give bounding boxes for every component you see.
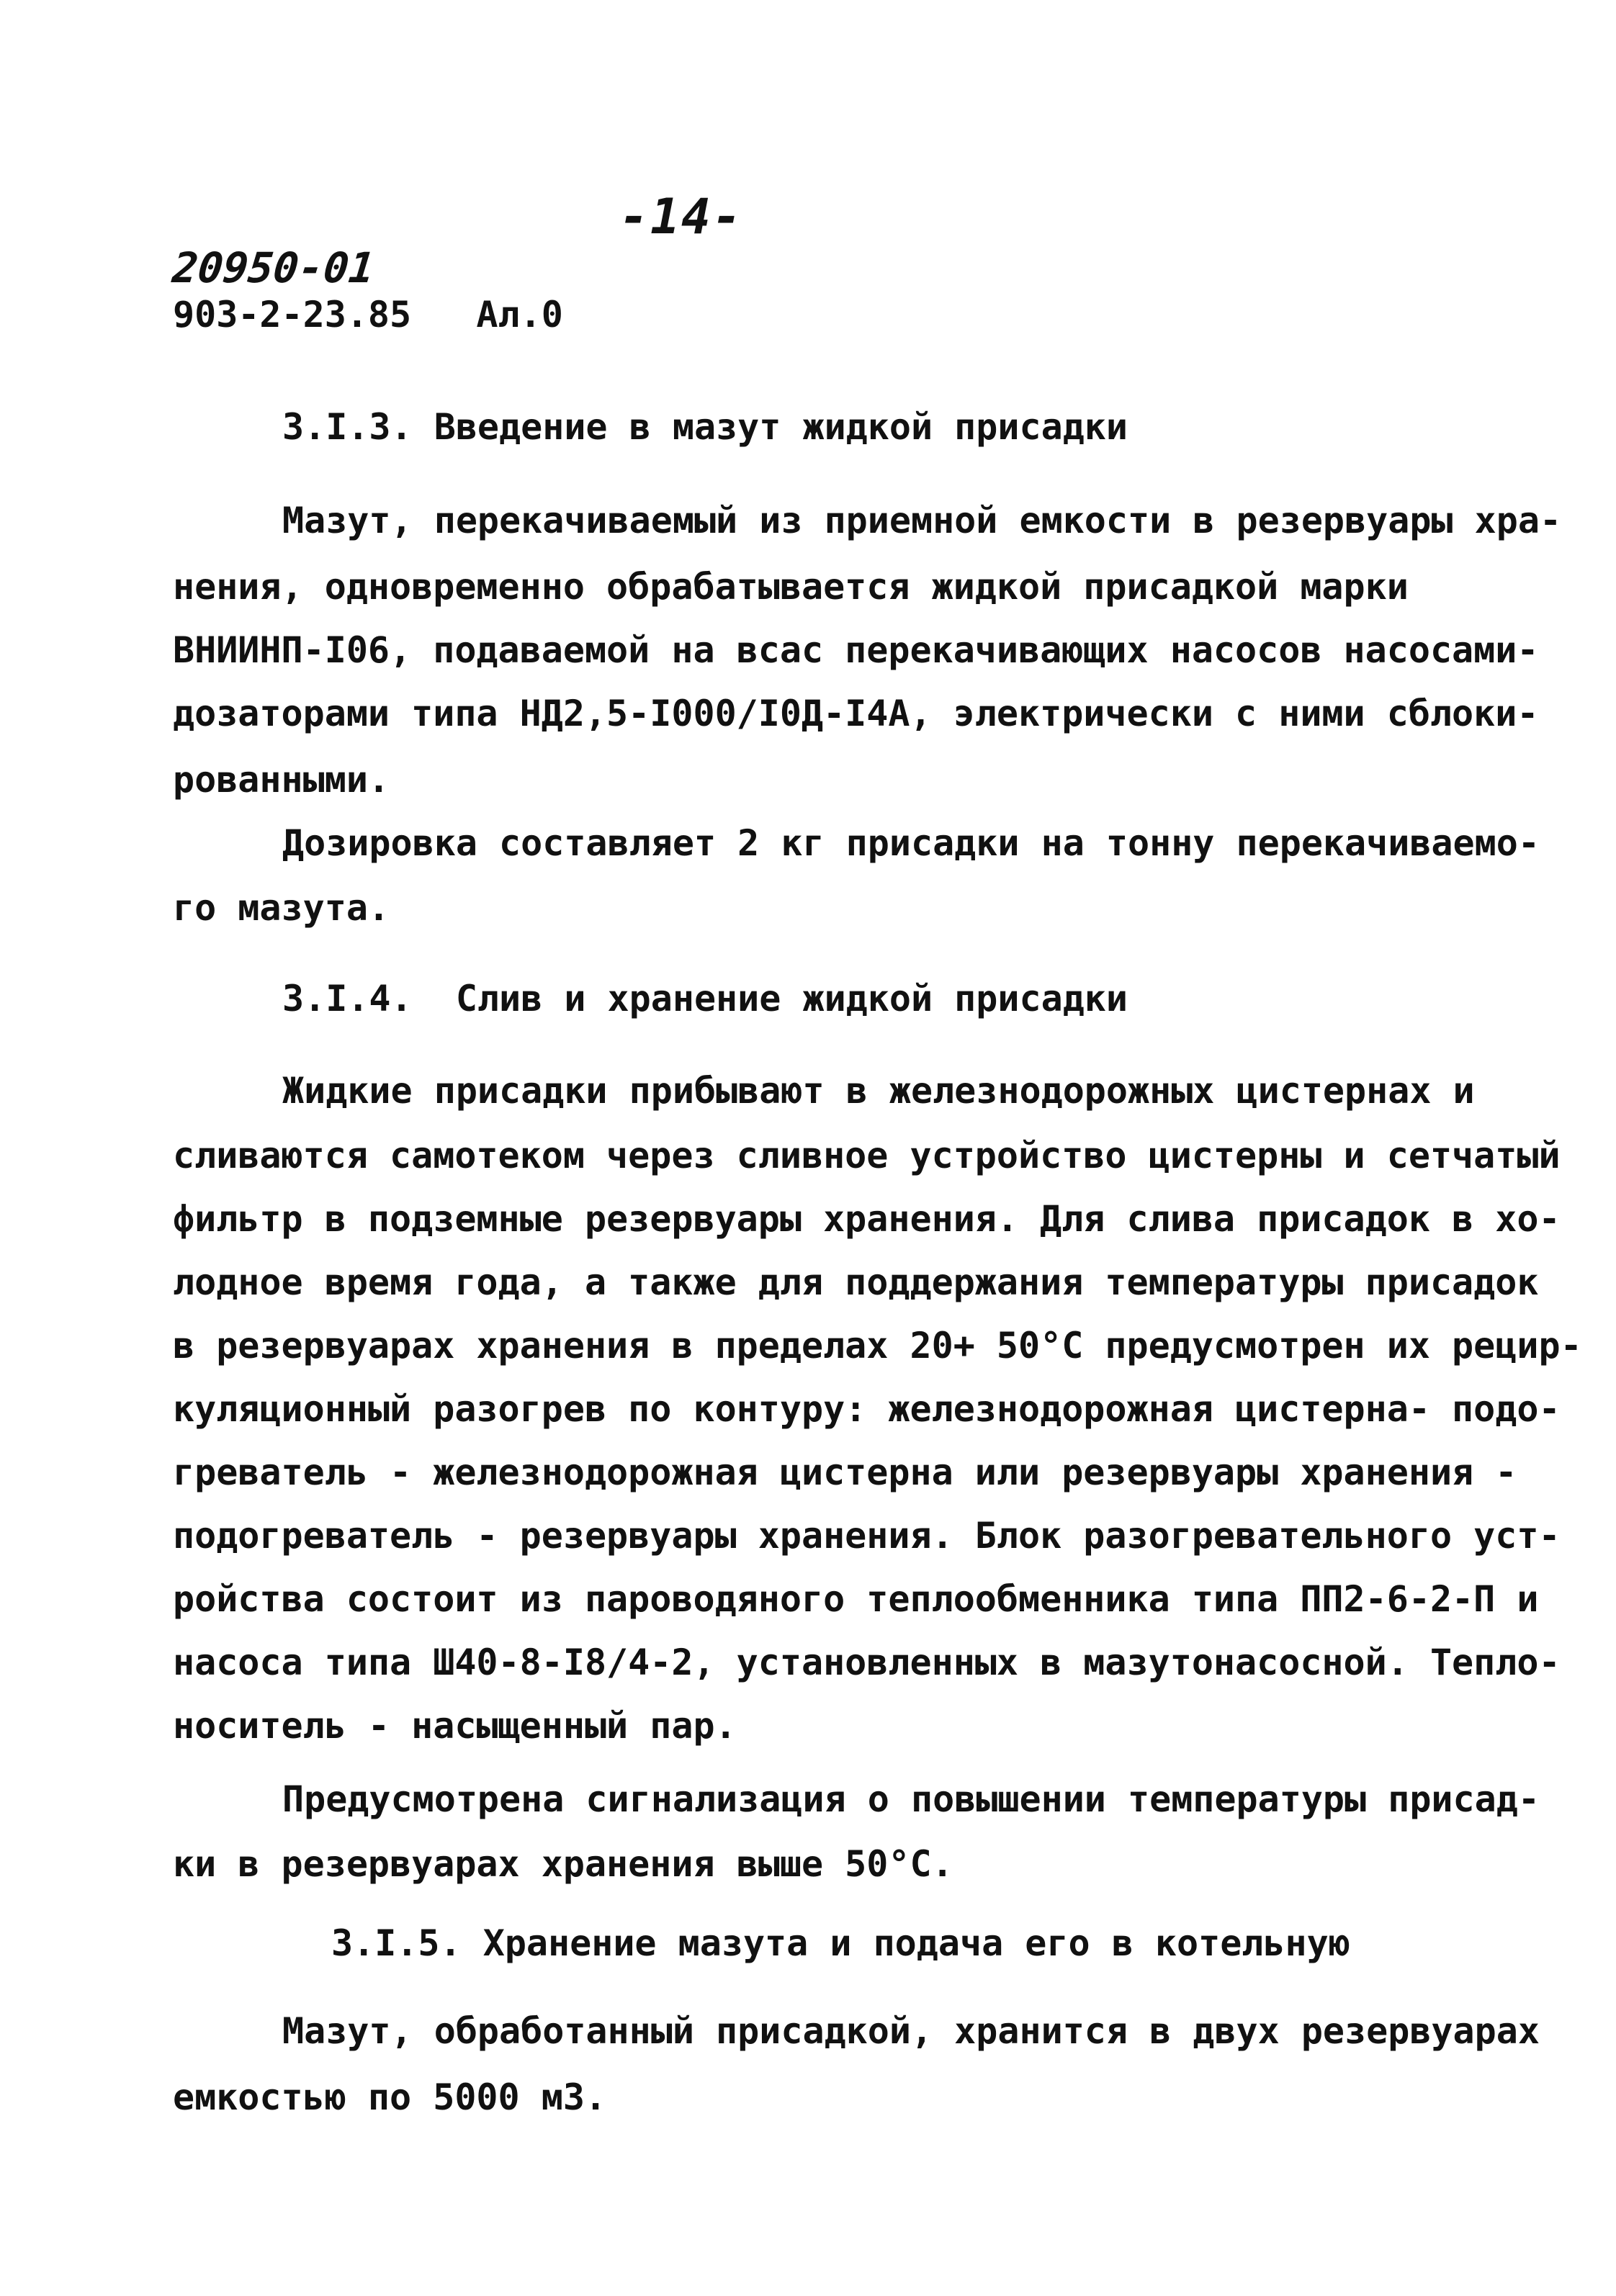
page-number: -14- bbox=[619, 189, 743, 246]
paragraph-line: Жидкие присадки прибывают в железнодорожных цистернах и bbox=[282, 1070, 1475, 1112]
paragraph-line: куляционный разогрев по контуру: железнодорожная цистерна- подо- bbox=[173, 1388, 1561, 1430]
paragraph-line: Мазут, перекачиваемый из приемной емкости в резервуары хра- bbox=[282, 500, 1562, 541]
paragraph-line: греватель - железнодорожная цистерна или резервуары хранения - bbox=[173, 1451, 1517, 1493]
paragraph-line: ВНИИНП-I06, подаваемой на всас перекачивающих насосов насосами- bbox=[173, 629, 1539, 671]
paragraph-line: Предусмотрена сигнализация о повышении температуры присад- bbox=[282, 1778, 1540, 1820]
paragraph-line: емкостью по 5000 м3. bbox=[173, 2076, 607, 2118]
paragraph-line: сливаются самотеком через сливное устройство цистерны и сетчатый bbox=[173, 1135, 1561, 1176]
paragraph-line: рованными. bbox=[173, 759, 390, 801]
paragraph-line: нения, одновременно обрабатывается жидкой присадкой марки bbox=[173, 566, 1409, 608]
paragraph-line: фильтр в подземные резервуары хранения. Для слива присадок в хо- bbox=[173, 1198, 1561, 1240]
paragraph-line: ки в резервуарах хранения выше 50°С. bbox=[173, 1843, 953, 1885]
paragraph-line: насоса типа Ш40-8-I8/4-2, установленных в мазутонасосной. Тепло- bbox=[173, 1642, 1561, 1683]
section-heading-315: 3.I.5. Хранение мазута и подача его в котельную bbox=[331, 1922, 1350, 1964]
document-code: 903-2-23.85 Ал.0 bbox=[173, 294, 563, 336]
paragraph-line: подогреватель - резервуары хранения. Блок разогревательного уст- bbox=[173, 1515, 1561, 1557]
paragraph-line: дозаторами типа НД2,5-I000/I0Д-I4А, электрически с ними сблоки- bbox=[173, 693, 1539, 734]
handwritten-document-code: 20950-01 bbox=[170, 243, 377, 292]
paragraph-line: в резервуарах хранения в пределах 20+ 50°С предусмотрен их рецир- bbox=[173, 1325, 1582, 1367]
section-heading-314: 3.I.4. Слив и хранение жидкой присадки bbox=[282, 978, 1128, 1019]
paragraph-line: лодное время года, а также для поддержания температуры присадок bbox=[173, 1261, 1539, 1303]
section-heading-313: 3.I.3. Введение в мазут жидкой присадки bbox=[282, 406, 1128, 448]
paragraph-line: ройства состоит из пароводяного теплообменника типа ПП2-6-2-П и bbox=[173, 1578, 1539, 1620]
paragraph-line: Мазут, обработанный присадкой, хранится в двух резервуарах bbox=[282, 2010, 1540, 2052]
paragraph-line: Дозировка составляет 2 кг присадки на тонну перекачиваемо- bbox=[282, 822, 1540, 864]
paragraph-line: го мазута. bbox=[173, 887, 390, 929]
paragraph-line: носитель - насыщенный пар. bbox=[173, 1705, 737, 1747]
